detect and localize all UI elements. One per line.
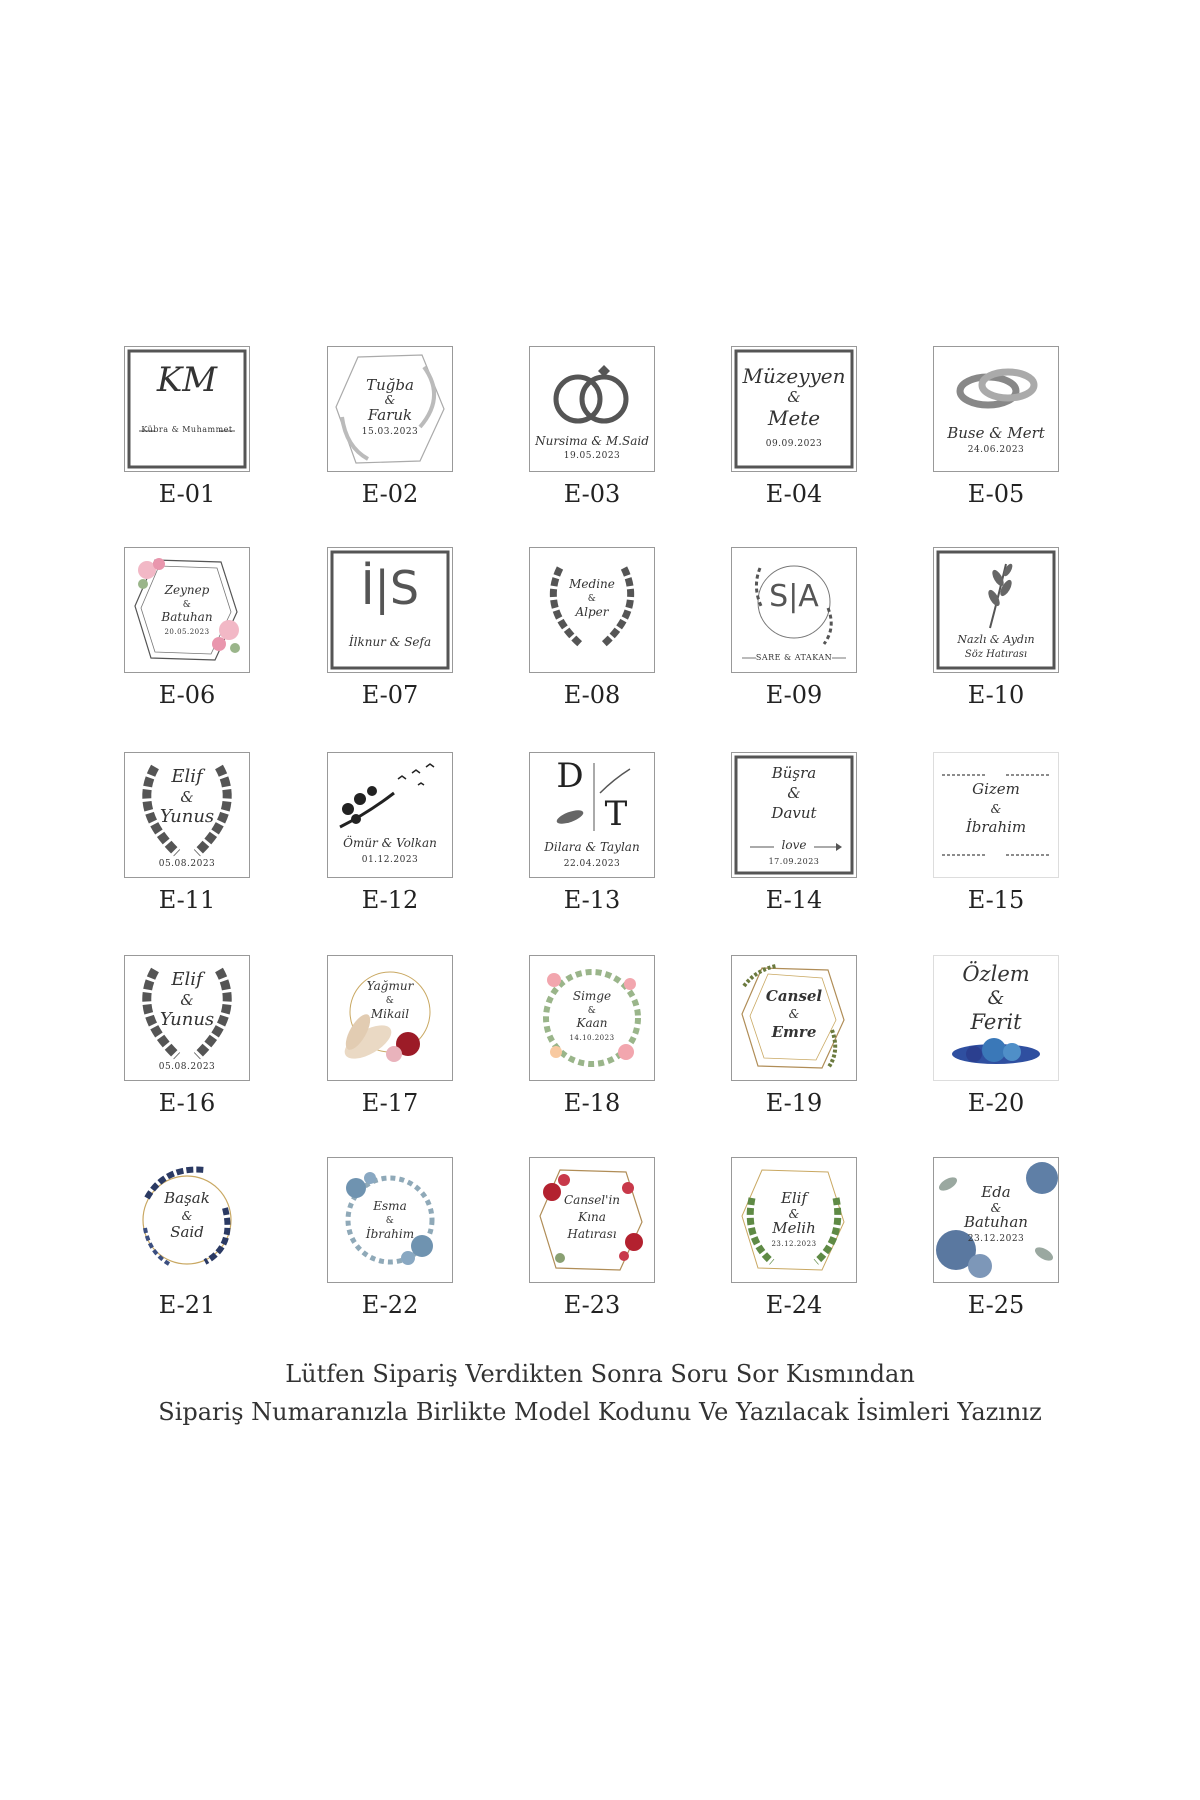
name-1: Elif (780, 1189, 808, 1207)
ampersand: & (788, 1007, 800, 1021)
name-1: Başak (164, 1189, 210, 1207)
date-text: 14.10.2023 (569, 1034, 615, 1042)
name-2: Yunus (159, 1009, 215, 1030)
date-text: 24.06.2023 (967, 445, 1025, 455)
model-code: E-13 (563, 886, 621, 914)
model-code: E-04 (765, 480, 823, 508)
design-card-e22 (327, 1157, 453, 1319)
ampersand: & (787, 388, 801, 406)
model-code: E-11 (158, 886, 216, 914)
design-card-e19 (731, 955, 857, 1117)
name-1: Müzeyyen (742, 364, 846, 388)
ampersand: & (180, 991, 194, 1009)
model-code: E-10 (967, 681, 1025, 709)
title-line-2: Kına (578, 1210, 606, 1224)
design-tile (327, 547, 453, 673)
design-card-e08 (529, 547, 655, 709)
model-code: E-08 (563, 681, 621, 709)
name-2: Said (170, 1223, 204, 1241)
design-card-e04 (731, 346, 857, 508)
design-tile (529, 346, 655, 472)
name-1: Büşra (771, 764, 817, 782)
ampersand: & (788, 1207, 800, 1221)
date-text: 22.04.2023 (563, 859, 621, 869)
name-2: İbrahim (365, 1227, 415, 1241)
name-1: Esma (373, 1199, 407, 1213)
model-code: E-15 (967, 886, 1025, 914)
model-code: E-16 (158, 1089, 216, 1117)
name-1: Simge (572, 989, 612, 1003)
model-code: E-05 (967, 480, 1025, 508)
design-tile (933, 346, 1059, 472)
name-1: Zeynep (164, 583, 210, 597)
names-text: Ömür & Volkan (343, 836, 437, 850)
design-tile (529, 752, 655, 878)
ampersand: & (384, 393, 396, 407)
design-tile (327, 1157, 453, 1283)
design-tile (124, 752, 250, 878)
name-2: İbrahim (965, 818, 1027, 836)
title-line-3: Hatırası (567, 1227, 617, 1241)
design-card-e01 (124, 346, 250, 508)
name-1: Yağmur (366, 979, 414, 993)
model-code: E-25 (967, 1291, 1025, 1319)
ampersand: & (587, 1006, 597, 1016)
name-2: Mikail (370, 1007, 410, 1021)
name-2: Ferit (970, 1010, 1022, 1034)
monogram-letter-1: D (556, 756, 584, 796)
design-card-e24 (731, 1157, 857, 1319)
name-2: Mete (767, 406, 821, 430)
design-tile (124, 547, 250, 673)
monogram-letter-2: T (604, 794, 628, 834)
design-tile (731, 955, 857, 1081)
design-tile (933, 955, 1059, 1081)
name-1: Eda (981, 1183, 1011, 1201)
date-text: 20.05.2023 (164, 628, 210, 636)
monogram-text: S|A (769, 579, 819, 614)
model-code: E-23 (563, 1291, 621, 1319)
model-code: E-01 (158, 480, 216, 508)
names-text: İlknur & Sefa (348, 635, 432, 649)
model-code: E-21 (158, 1291, 216, 1319)
name-1: Tuğba (366, 376, 414, 394)
model-code: E-22 (361, 1291, 419, 1319)
names-text: SARE & ATAKAN (755, 653, 833, 662)
name-1: Medine (569, 577, 615, 591)
name-2: Yunus (159, 806, 215, 827)
name-1: Cansel (765, 987, 823, 1005)
design-tile (529, 547, 655, 673)
model-code: E-24 (765, 1291, 823, 1319)
ampersand: & (181, 1209, 193, 1223)
name-1: Gizem (972, 780, 1020, 798)
design-card-e02 (327, 346, 453, 508)
names-text: Nazlı & Aydın (957, 633, 1035, 646)
monogram-text: KM (156, 360, 218, 400)
design-tile (933, 752, 1059, 878)
model-code: E-17 (361, 1089, 419, 1117)
name-2: Batuhan (964, 1213, 1028, 1231)
design-tile (529, 955, 655, 1081)
model-code: E-06 (158, 681, 216, 709)
date-text: 09.09.2023 (765, 439, 823, 449)
name-2: Davut (771, 804, 817, 822)
instruction-line-1: Lütfen Sipariş Verdikten Sonra Soru Sor Kısmından (285, 1360, 915, 1388)
name-1: Elif (171, 969, 203, 990)
model-code: E-12 (361, 886, 419, 914)
names-text: Kübra & Muhammet (141, 425, 233, 434)
design-card-e12 (327, 752, 453, 914)
design-card-e09 (731, 547, 857, 709)
date-text: 17.09.2023 (768, 857, 820, 866)
design-card-e10 (933, 547, 1059, 709)
ampersand: & (385, 996, 395, 1006)
name-2: Faruk (367, 406, 413, 424)
model-code: E-09 (765, 681, 823, 709)
design-tile (731, 1157, 857, 1283)
design-card-e15 (933, 752, 1059, 914)
design-card-e21 (124, 1157, 250, 1319)
design-tile (933, 547, 1059, 673)
date-text: 01.12.2023 (361, 855, 419, 865)
name-1: Özlem (962, 962, 1030, 986)
design-card-e20 (933, 955, 1059, 1117)
name-2: Emre (771, 1023, 817, 1041)
name-2: Melih (772, 1219, 816, 1237)
design-tile (327, 752, 453, 878)
design-card-e13 (529, 752, 655, 914)
design-tile (731, 547, 857, 673)
names-text: Nursima & M.Said (535, 434, 649, 448)
instruction-line-2: Sipariş Numaranızla Birlikte Model Kodunu Ve Yazılacak İsimleri Yazınız (158, 1398, 1042, 1426)
monogram-text: İ|S (360, 561, 420, 615)
name-2: Batuhan (161, 610, 213, 624)
design-card-e18 (529, 955, 655, 1117)
design-card-e06 (124, 547, 250, 709)
date-text: 23.12.2023 (771, 1240, 817, 1248)
design-card-e16 (124, 955, 250, 1117)
ampersand: & (182, 600, 192, 610)
names-text: Dilara & Taylan (544, 840, 640, 854)
design-tile (327, 955, 453, 1081)
love-text: love (781, 838, 807, 852)
name-2: Kaan (576, 1016, 608, 1030)
date-text: 15.03.2023 (361, 427, 419, 437)
ampersand: & (787, 784, 801, 802)
design-card-e23 (529, 1157, 655, 1319)
design-tile (529, 1157, 655, 1283)
name-2: Alper (575, 605, 609, 619)
model-code: E-19 (765, 1089, 823, 1117)
design-card-e03 (529, 346, 655, 508)
names-text: Buse & Mert (947, 424, 1045, 442)
design-tile (327, 346, 453, 472)
design-card-e25 (933, 1157, 1059, 1319)
date-text: 05.08.2023 (158, 1062, 216, 1072)
model-code: E-02 (361, 480, 419, 508)
model-code: E-18 (563, 1089, 621, 1117)
date-text: 19.05.2023 (563, 451, 621, 461)
name-1: Elif (171, 766, 203, 787)
design-card-e07 (327, 547, 453, 709)
model-code: E-07 (361, 681, 419, 709)
ampersand: & (987, 987, 1005, 1009)
ampersand: & (990, 802, 1002, 816)
design-tile (933, 1157, 1059, 1283)
design-tile (124, 346, 250, 472)
date-text: 23.12.2023 (967, 1234, 1025, 1244)
caption-text: Söz Hatırası (964, 649, 1028, 660)
title-line-1: Cansel'in (563, 1193, 621, 1207)
ampersand: & (385, 1216, 395, 1226)
design-card-e14 (731, 752, 857, 914)
ampersand: & (587, 594, 597, 604)
ampersand: & (990, 1201, 1002, 1215)
model-code: E-20 (967, 1089, 1025, 1117)
design-card-e17 (327, 955, 453, 1117)
design-tile (124, 1157, 250, 1283)
date-text: 05.08.2023 (158, 859, 216, 869)
design-card-e05 (933, 346, 1059, 508)
ampersand: & (180, 788, 194, 806)
model-code: E-14 (765, 886, 823, 914)
design-tile (124, 955, 250, 1081)
design-tile (731, 752, 857, 878)
model-code: E-03 (563, 480, 621, 508)
design-card-e11 (124, 752, 250, 914)
design-tile (731, 346, 857, 472)
